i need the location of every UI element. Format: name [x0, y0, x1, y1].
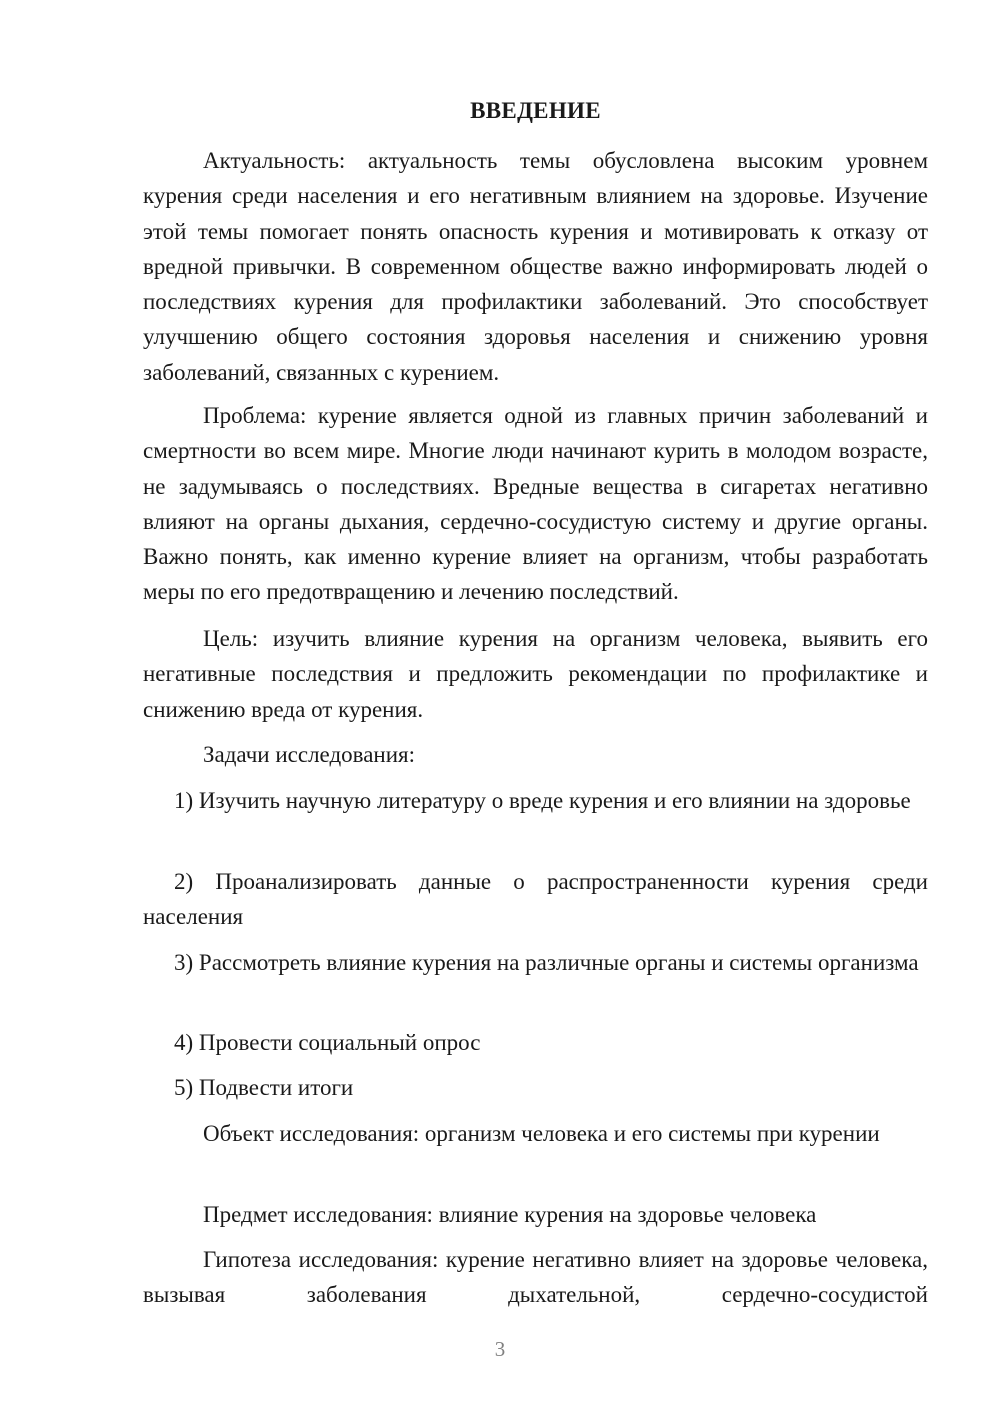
paragraph-hypothesis: Гипотеза исследования: курение негативно влияет на здоровье человека, вызывая заболевания дыхательной, сердечно-сосудистой: [143, 1247, 928, 1308]
paragraph-subject: Предмет исследования: влияние курения на здоровье человека: [203, 1202, 817, 1227]
list-item: 5) Подвести итоги: [174, 1075, 354, 1100]
list-item: 4) Провести социальный опрос: [174, 1030, 481, 1055]
page-heading: ВВЕДЕНИЕ: [470, 98, 601, 123]
tasks-title: Задачи исследования:: [203, 742, 416, 767]
paragraph-problem: Проблема: курение является одной из главных причин заболеваний и смертности во всем мире. Многие люди начинают курить в молодом возрасте, не задумываясь о последствиях. Вредные вещества в сигаретах негативно влияют на органы дыхания, сердечно-сосудистую систему и другие органы. Важно понять, как именно курение влияет на организм, чтобы разработать меры по его предотвращению и лечению последствий.: [143, 403, 928, 605]
list-item: 1) Изучить научную литературу о вреде курения и его влиянии на здоровье: [174, 788, 911, 813]
page-number: 3: [494, 1337, 506, 1361]
paragraph-relevance: Актуальность: актуальность темы обусловлена высоким уровнем курения среди населения и его негативным влиянием на здоровье. Изучение этой темы помогает понять опасность курения и мотивировать к отказу от вредной привычки. В современном обществе важно информировать людей о последствиях курения для профилактики заболеваний. Это способствует улучшению общего состояния здоровья населения и снижению уровня заболеваний, связанных с курением.: [143, 148, 928, 385]
paragraph-object: Объект исследования: организм человека и его системы при курении: [203, 1121, 880, 1146]
list-item: 2) Проанализировать данные о распространенности курения среди населения: [143, 869, 928, 930]
paragraph-goal: Цель: изучить влияние курения на организм человека, выявить его негативные последствия и предложить рекомендации по профилактике и снижению вреда от курения.: [143, 626, 928, 722]
list-item: 3) Рассмотреть влияние курения на различные органы и системы организма: [174, 950, 919, 975]
